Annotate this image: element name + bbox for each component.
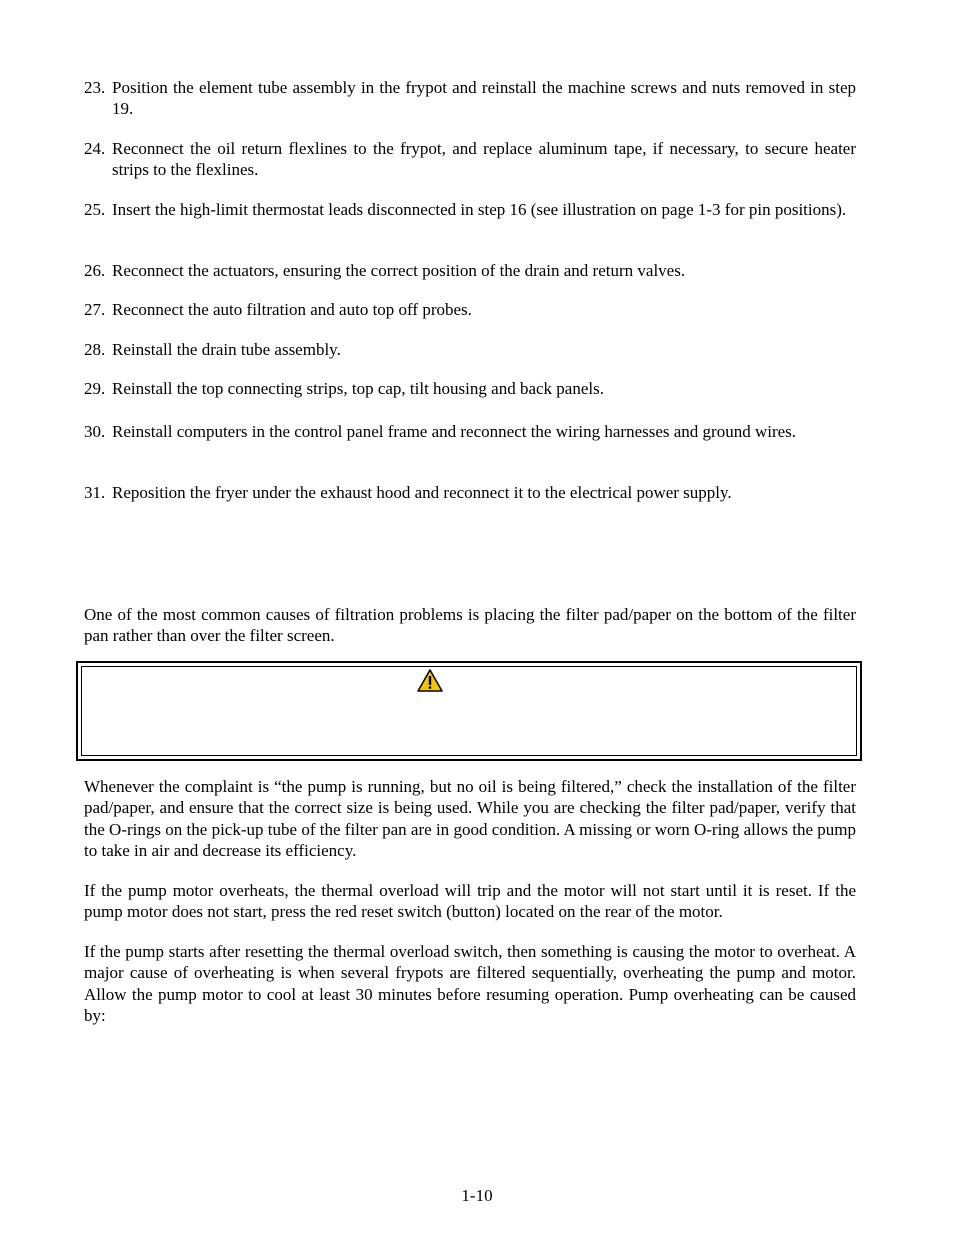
step-number: 25.	[84, 200, 106, 219]
step-text: Reinstall the drain tube assembly.	[112, 340, 341, 359]
step-number: 23.	[84, 78, 106, 97]
step-number: 31.	[84, 483, 106, 502]
body-paragraph: Whenever the complaint is “the pump is running, but no oil is being filtered,” check the installation of the filter pad/paper, and ensure that the correct size is being used. While you are checking the filter pad/paper, verify that the O-rings on the pick-up tube of the filter pan are in good condition. A missing or worn O-ring allows the pump to take in air and decrease its efficiency.	[84, 777, 856, 860]
intro-paragraph: One of the most common causes of filtration problems is placing the filter pad/paper on the bottom of the filter pan rather than over the filter screen.	[84, 605, 856, 646]
step-text: Insert the high-limit thermostat leads disconnected in step 16 (see illustration on page 1-3 for pin positions).	[112, 200, 847, 219]
warning-box	[76, 661, 862, 761]
step-item	[84, 421, 856, 442]
warning-box-inner	[81, 666, 857, 756]
step-text: Reconnect the oil return flexlines to the frypot, and replace aluminum tape, if necessary, to secure heater strips to the flexlines.	[112, 139, 856, 179]
step-item	[84, 299, 856, 320]
step-number: 27.	[84, 300, 106, 319]
step-item	[84, 260, 856, 281]
step-text: Reposition the fryer under the exhaust hood and reconnect it to the electrical power supply.	[112, 483, 732, 502]
step-item	[84, 378, 856, 399]
step-text: Position the element tube assembly in the frypot and reinstall the machine screws and nuts removed in step 19.	[112, 78, 856, 118]
step-text: Reinstall computers in the control panel frame and reconnect the wiring harnesses and ground wires.	[112, 422, 797, 441]
step-number: 26.	[84, 261, 106, 280]
page-number: 1-10	[461, 1186, 493, 1205]
step-item	[84, 339, 856, 360]
step-item	[84, 77, 856, 119]
step-text: Reinstall the top connecting strips, top cap, tilt housing and back panels.	[112, 379, 604, 398]
body-paragraph: If the pump motor overheats, the thermal overload will trip and the motor will not start until it is reset. If the pump motor does not start, press the red reset switch (button) located on the rear of the motor.	[84, 881, 856, 922]
warning-triangle-icon	[417, 669, 443, 692]
body-paragraph: If the pump starts after resetting the thermal overload switch, then something is causing the motor to overheat. A major cause of overheating is when several frypots are filtered sequentially, overheating the pump and motor. Allow the pump motor to cool at least 30 minutes before resuming operation. Pump overheating can be caused by:	[84, 942, 856, 1025]
step-text: Reconnect the auto filtration and auto top off probes.	[112, 300, 472, 319]
step-number: 28.	[84, 340, 106, 359]
step-number: 24.	[84, 139, 106, 158]
step-item	[84, 199, 856, 220]
step-item	[84, 482, 856, 503]
step-item	[84, 138, 856, 180]
step-number: 30.	[84, 422, 106, 441]
step-text: Reconnect the actuators, ensuring the correct position of the drain and return valves.	[112, 261, 686, 280]
step-number: 29.	[84, 379, 106, 398]
